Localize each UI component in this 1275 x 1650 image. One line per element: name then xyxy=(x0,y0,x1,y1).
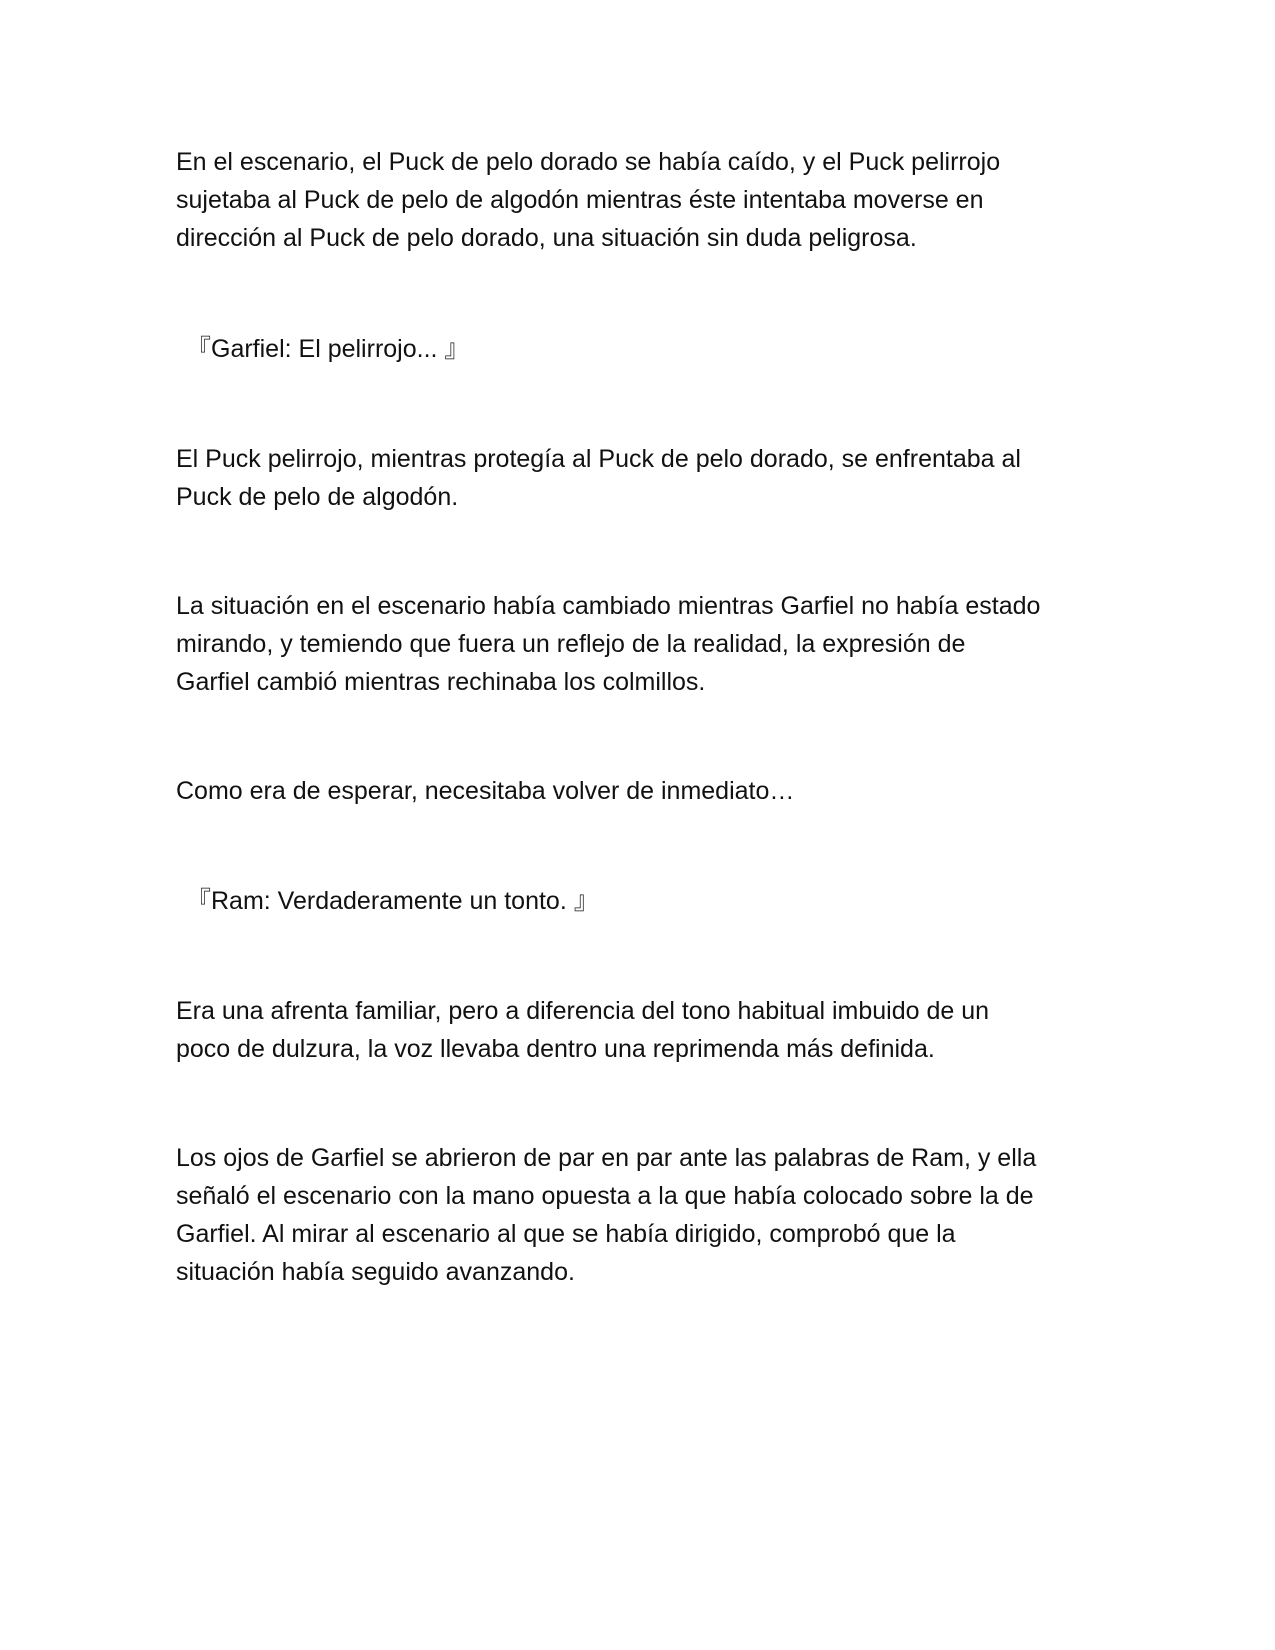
paragraph-5 xyxy=(176,992,1096,1068)
paragraph-line: situación había seguido avanzando. xyxy=(176,1258,575,1286)
dialogue-ram xyxy=(186,882,1106,920)
dialogue-line: 『Garfiel: El pelirrojo... 』 xyxy=(186,335,470,363)
paragraph-6 xyxy=(176,1139,1096,1291)
paragraph-line: El Puck pelirrojo, mientras protegía al Puck de pelo dorado, se enfrentaba al xyxy=(176,445,1021,473)
paragraph-line: Garfiel cambió mientras rechinaba los colmillos. xyxy=(176,668,706,696)
paragraph-line: En el escenario, el Puck de pelo dorado se había caído, y el Puck pelirrojo xyxy=(176,148,1001,176)
paragraph-line: sujetaba al Puck de pelo de algodón mientras éste intentaba moverse en xyxy=(176,186,984,214)
paragraph-line: mirando, y temiendo que fuera un reflejo de la realidad, la expresión de xyxy=(176,630,966,658)
dialogue-garfiel xyxy=(186,330,1106,368)
paragraph-line: Garfiel. Al mirar al escenario al que se había dirigido, comprobó que la xyxy=(176,1220,956,1248)
paragraph-line: poco de dulzura, la voz llevaba dentro una reprimenda más definida. xyxy=(176,1035,935,1063)
paragraph-line: Los ojos de Garfiel se abrieron de par en par ante las palabras de Ram, y ella xyxy=(176,1144,1037,1172)
paragraph-line: señaló el escenario con la mano opuesta a la que había colocado sobre la de xyxy=(176,1182,1034,1210)
dialogue-line: 『Ram: Verdaderamente un tonto. 』 xyxy=(186,887,599,915)
paragraph-2 xyxy=(176,440,1096,516)
paragraph-line: Como era de esperar, necesitaba volver de inmediato… xyxy=(176,777,795,805)
paragraph-line: Era una afrenta familiar, pero a diferencia del tono habitual imbuido de un xyxy=(176,997,990,1025)
paragraph-4 xyxy=(176,772,1096,810)
paragraph-1 xyxy=(176,143,1096,257)
paragraph-line: dirección al Puck de pelo dorado, una situación sin duda peligrosa. xyxy=(176,224,917,252)
paragraph-line: Puck de pelo de algodón. xyxy=(176,483,459,511)
paragraph-line: La situación en el escenario había cambiado mientras Garfiel no había estado xyxy=(176,592,1041,620)
paragraph-3 xyxy=(176,587,1096,701)
